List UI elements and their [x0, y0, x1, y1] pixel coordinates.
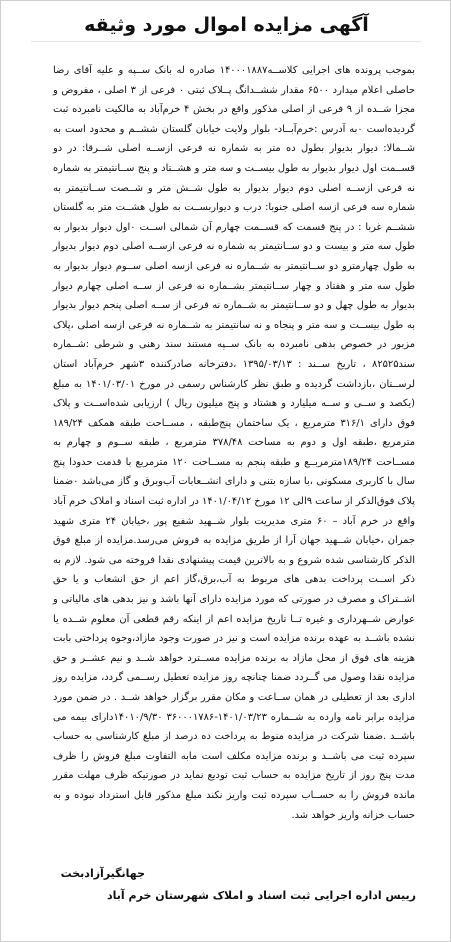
signatory-name: جهانگیرآزادبخت	[60, 867, 145, 880]
signatory-title: رییس اداره اجرایی ثبت اسناد و املاک شهرستان خرم آباد	[107, 889, 416, 902]
notice-title: آگهی مزایده اموال مورد وثیقه	[84, 14, 369, 36]
notice-body: بموجب پرونده های اجرایی کلاســه۱۴۰۰۰۱۸۸۷ صادره له بانک ســپه و علیه آقای رضا حاصلی اعلام میدارد ۶۵۰۰ مقدار ششــدانگ پــلاک ثبتی ۰ فرعی از ۳ اصلی ، مفروض و مجزا شــده از ۹ فرعی از اصلی مذکور واقع در بخش ۴ خرم‌آباد به مالکیت نامبرده ثبت گردیده‌است ۰به آدرس :خرم‌آبــاد- بلوار ولایت خیابان گلستان ششــم و محدود است به شــمالا: دیوار بدیوار بطول ده متر به شماره نه فرعی ازســه اصلی شــرقا: در دو قســمت اول دیوار بدیوار به طول بیســت و سه متر و هشــتاد و پنج ســانتیمتر به شماره نه فرعی ازســه اصلی دوم دیوار بدیوار به طول شــش متر و شــصت ســانتیمتر به شماره سه فرعی ازسه اصلی جنوبا: درب و دیواربســت به طول هشــت متر به گلستان ششــم غربا : در پنج قسمت که قســمت چهارم آن شمالی اســت ۰اول دیوار بدیوار به طول سه متر و بیست و دو ســانتیمتر به شماره نه فرعی ازســه اصلی دوم دیوار بدیوار به طول چهارمترو دو ســانتیمتر به شــماره نه فرعی ازسه اصلی ســوم دیوار بدیوار به طول سه متر و هفتاد و چهار ســانتیمتر بشــماره نه فرعی از ســه اصلی چهارم دیوار بدیوار به طول چهل و دو ســانتیمتر به شــماره نه فرعی از ســه اصلی پنجم دیوار بدیوار به طول بیســت و سه متر و پنجاه و نه سانتیمتر به شــماره نه فرعی ازسه اصلی ،پلاک مزبور در خصوص بدهی نامبرده به بانک ســپه مستند سند رهنی و شرطی :شــماره سند۸۲۵۲۵ ، تاریخ ســند : ۱۳۹۵/۰۳/۱۳ ،دفترخانه صادرکننده ۳شهر خرم‌آباد استان لرســتان ،بازداشت گردیده و طبق نظر کارشناس رسمی در مورخ ۱۴۰۱/۰۳/۰۱ به مبلغ (یکصد و ســی و ســه میلیارد و هشتاد و پنج میلیون ریال ) ارزیابی شده‌اســت و پلاک فوق دارای ۳۱۶/۱ مترمربع ، یک ساختمان پنج‌طبقه ، مســاحت طبقه همکف ۱۸۹/۲۴ مترمربع ،طبقه اول و دوم به مساحت ۳۷۸/۴۸ مترمربع ، طبقه ســوم و چهارم به مســاحت ۱۸۹/۲۴مترمربــع و طبقه پنجم به مســاحت ۱۲۰ مترمربع با قدمت حدودا پنج سال با کاربری مسکونی ،با سازه بتنی و دارای انشــعابات آب‌وبرق و گاز می‌باشد ۰ضمنا پلاک فوق‌الذکر از ساعت ۹الی ۱۲ مورخ ۱۴۰۱/۰۴/۱۲ در اداره ثبت اسناد و املاک خرم آباد واقع در خرم آباد – ۶۰ متری مدیریت بلوار شــهید شفیع پور ،خیابان ۲۴ متری شهید جمران ،خیابان شــهید جهان آرا از طریق مزایده به فروش می‌رسد.مزایده از مبلغ فوق الذکر کارشناسی شده شروع و به بالاترین قیمت پیشنهادی نقدا فروخته می شود. لازم به ذکر اســت پرداخت بدهی های مربوط به آب،برق،گاز اعم از حق انشعاب و یا حق اشــتراک و مصرف در صورتی که مورد مزایده دارای آنها باشد و نیز بدهی های مالیاتی و عوارض شــهرداری و غیره تــا تاریخ مزایده اعم از اینکه رقم قطعی آن معلوم شــده یا نشده باشــد به عهده برنده مزایده است و نیز در صورت وجود مازاد،وجوه پرداختی بابت هزینه های فوق از محل مازاد به برنده مزایده مســترد خواهد شــد و نیم عشــر و حق مزایده نقدا وصول می گــردد ضمنا چنانچه روز مزایده تعطیل رســمی گردد، مزایده روز اداری بعد از تعطیلی در همان ســاعت و مکان مقرر برگزار خواهد شــد . در ضمن مورد مزایده برابر نامه وارده به شــماره ۱۴۰۱/۰۳/۲۳-۳۶۰۰۰۱۷۸۶ ۱۴۰۱۰/۹/۳۰دارای بیمه می باشــد .ضمنا شرکت در مزایده منوط به پرداخت ده درصد از مبلغ کارشناسی به حساب سپرده ثبت می باشــد و برنده مزایده مکلف است مابه التفاوت مبلغ فروش را ظرف مدت پنج روز از تاریخ مزایده به حساب ثبت تودیع نماید در صورتیکه ظرف مهلت مقرر مانده فروش را به حســاب سپرده ثبت واریز نکند مبلغ مذکور قابل استرداد نبوده و به حساب خزانه واریز خواهد شد.	[53, 65, 416, 821]
title-divider	[31, 41, 422, 42]
